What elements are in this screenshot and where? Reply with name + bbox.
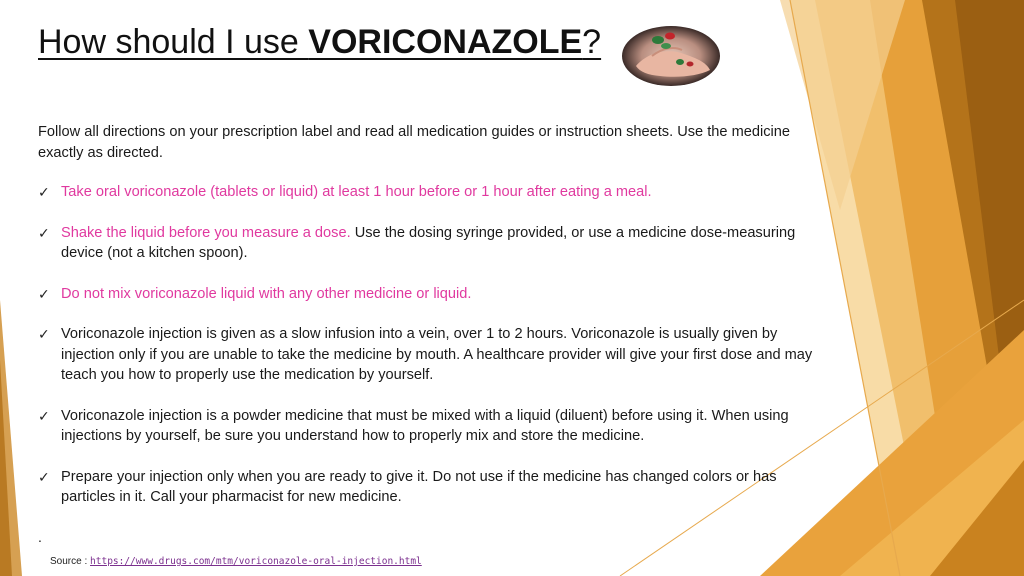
list-item — [38, 223, 818, 264]
highlight-text: Shake the liquid before you measure a dose. — [61, 224, 351, 241]
highlight-text: Do not mix voriconazole liquid with any other medicine or liquid. — [61, 285, 472, 302]
item-text: Prepare your injection only when you are ready to give it. Do not use if the medicine has changed colors or has particles in it. Call your pharmacist for new medicine. — [61, 468, 777, 505]
list-item — [38, 324, 818, 386]
source-citation — [50, 556, 422, 568]
checkmark-icon: ✓ — [38, 326, 50, 342]
trailing-mark: . — [38, 529, 42, 545]
source-label: Source : — [50, 556, 91, 567]
item-text: Voriconazole injection is given as a slow infusion into a vein, over 1 to 2 hours. Voriconazole is usually given by injection only if you are unable to take the medicine by mouth. A healthcare provider will give your first dose and may teach you how to properly use the medication by yourself. — [61, 326, 813, 383]
title-prefix: How should I use — [38, 23, 309, 61]
title-drug-name: VORICONAZOLE — [308, 23, 583, 61]
checkmark-icon: ✓ — [38, 224, 50, 241]
checkmark-icon: ✓ — [38, 285, 50, 302]
source-link[interactable]: https://www.drugs.com/mtm/voriconazole-oral-injection.html — [90, 556, 422, 567]
list-item — [38, 182, 818, 203]
hand-with-pills-image — [622, 26, 720, 86]
list-item — [38, 467, 818, 508]
page-title — [38, 20, 601, 64]
item-text: Voriconazole injection is a powder medicine that must be mixed with a liquid (diluent) before using it. When using injections by yourself, be sure you understand how to properly mix and store the medicine. — [61, 407, 789, 444]
checkmark-icon: ✓ — [38, 468, 50, 485]
checkmark-icon: ✓ — [38, 407, 50, 424]
list-item — [38, 406, 818, 447]
item-text: Use the dosing syringe provided, or use a medicine dose-measuring device (not a kitchen spoon). — [61, 224, 796, 261]
highlight-text: Take oral voriconazole (tablets or liquid) at least 1 hour before or 1 hour after eating a meal. — [61, 184, 652, 200]
content-body — [38, 122, 818, 528]
list-item — [38, 284, 818, 305]
intro-paragraph: Follow all directions on your prescription label and read all medication guides or instruction sheets. Use the medicine exactly as directed. — [38, 124, 790, 161]
checkmark-icon: ✓ — [38, 184, 50, 200]
title-suffix: ? — [582, 23, 602, 61]
